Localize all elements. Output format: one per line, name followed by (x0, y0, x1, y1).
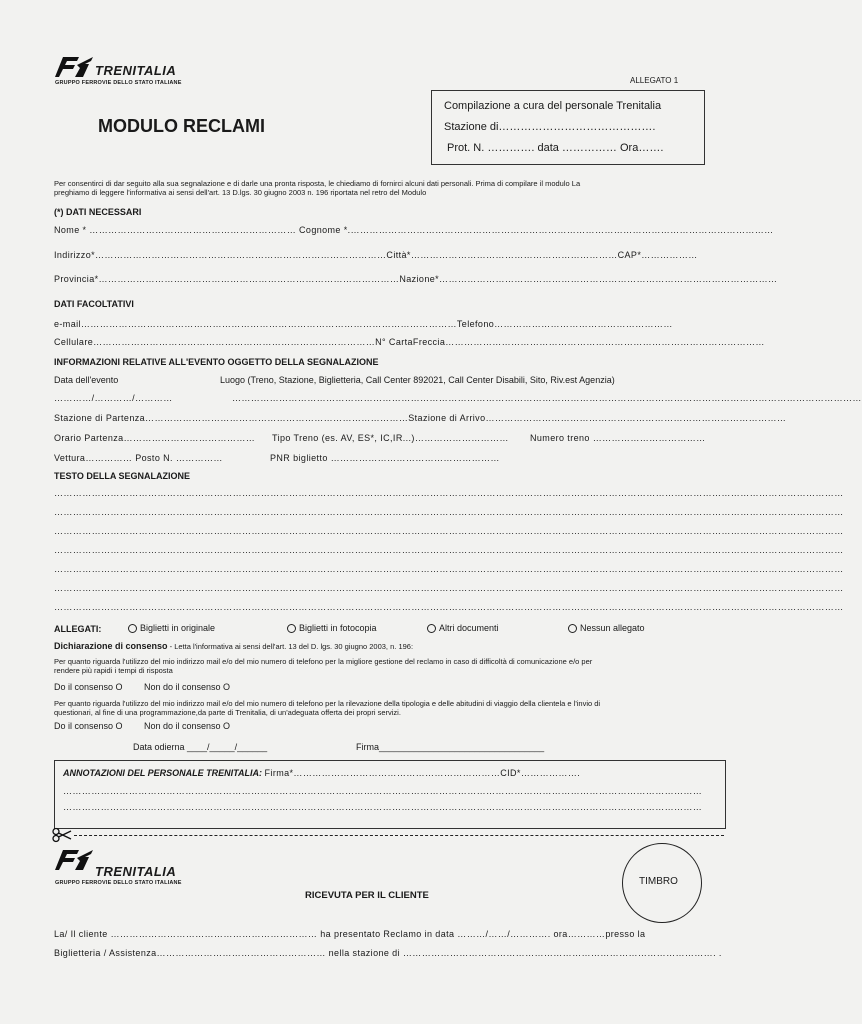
mobile-cartafreccia-field[interactable]: Cellulare………………………………………………………………………………N° CartaFreccia………………………………………………………………………………………… (54, 337, 765, 347)
event-place-field[interactable]: ………………………………………………………………………………………………………………………………………………………………………………… (232, 393, 862, 403)
staff-notes-box (54, 760, 726, 829)
required-data-heading: (*) DATI NECESSARI (54, 207, 142, 217)
train-type-field[interactable]: Tipo Treno (es. AV, ES*, IC,IR...)………………………… (272, 433, 509, 443)
complaint-line[interactable]: ……………………………………………………………………………………………………………………………………………………………………………………………………………………………… (54, 545, 844, 555)
event-date-label: Data dell'evento (54, 375, 119, 385)
consent-heading: Dichiarazione di consenso (54, 641, 168, 651)
stations-field[interactable]: Stazione di Partenza…………………………………………………………………………Stazione di Arrivo…………………………………………………………………………………… (54, 413, 787, 423)
radio-circle-icon[interactable] (287, 624, 296, 633)
attachment-option-label: Biglietti in fotocopia (299, 623, 377, 633)
page-title: MODULO RECLAMI (98, 116, 265, 136)
staff-box-protocol[interactable]: Prot. N. …………. data …………… Ora……. (447, 142, 664, 154)
stamp-label: TIMBRO (639, 876, 678, 887)
complaint-line[interactable]: ……………………………………………………………………………………………………………………………………………………………………………………………………………………………… (54, 488, 844, 498)
event-place-label: Luogo (Treno, Stazione, Biglietteria, Call Center 892021, Call Center Disabili, Sito, Riv.est Agenzia) (220, 375, 615, 385)
attachment-option-copy[interactable] (287, 623, 377, 633)
brand-name: TRENITALIA (95, 63, 177, 78)
staff-compilation-box (431, 90, 705, 165)
complaint-line[interactable]: ……………………………………………………………………………………………………………………………………………………………………………………………………………………………… (54, 583, 844, 593)
consent-heading-row (54, 641, 413, 651)
staff-notes-heading: ANNOTAZIONI DEL PERSONALE TRENITALIA: (63, 768, 262, 778)
radio-circle-icon[interactable] (568, 624, 577, 633)
attachment-option-original[interactable] (128, 623, 215, 633)
intro-text-line1: Per consentirci di dar seguito alla sua segnalazione e di darle una pronta risposta, le chiediamo di fornirci alcuni dati personali. Prima di compilare il modulo La (54, 179, 581, 188)
allegato-label: ALLEGATO 1 (630, 76, 679, 85)
complaint-line[interactable]: ……………………………………………………………………………………………………………………………………………………………………………………………………………………………… (54, 507, 844, 517)
attachments-label: ALLEGATI: (54, 624, 102, 634)
train-number-field[interactable]: Numero treno ……………………………… (530, 433, 706, 443)
consent2-deny[interactable]: Non do il consenso O (144, 721, 231, 731)
address-city-cap-field[interactable]: Indirizzo*…………………………………………………………………………………Città*…………………………………………………………CAP*……………… (54, 250, 698, 260)
complaint-line[interactable]: ……………………………………………………………………………………………………………………………………………………………………………………………………………………………… (54, 564, 844, 574)
complaint-text-heading: TESTO DELLA SEGNALAZIONE (54, 471, 191, 481)
optional-data-heading: DATI FACOLTATIVI (54, 299, 134, 309)
signature-field[interactable]: Firma_________________________________ (356, 742, 545, 752)
staff-notes-firma-cid[interactable]: Firma*…………………………………………………………CID*………………. (264, 768, 581, 778)
attachment-option-none[interactable] (568, 623, 645, 633)
complaint-line[interactable]: ……………………………………………………………………………………………………………………………………………………………………………………………………………………………… (54, 602, 844, 612)
intro-text-line2: preghiamo di leggere l'informativa ai sensi dell'art. 13 D.lgs. 30 giugno 2003 n. 196 riportata nel retro del Modulo (54, 188, 427, 197)
consent1-deny[interactable]: Non do il consenso O (144, 682, 231, 692)
radio-circle-icon[interactable] (427, 624, 436, 633)
stamp-circle (622, 843, 702, 923)
consent-heading-note: - Letta l'informativa ai sensi dell'art. 13 del D. lgs. 30 giugno 2003, n. 196: (167, 642, 414, 651)
staff-box-station[interactable]: Stazione di……………………………………. (444, 121, 656, 133)
departure-time-field[interactable]: Orario Partenza…………………………………… (54, 433, 256, 443)
staff-notes-header (63, 768, 580, 778)
receipt-client-row[interactable]: La/ Il cliente ………………………………………………………… ha presentato Reclamo in data ………/……/…………. ora…………presso la (54, 929, 646, 939)
name-surname-field[interactable]: Nome * ………………………………………………………… Cognome *.……………………………………………………………………………………………………………………… (54, 225, 774, 235)
fs-logo-icon (55, 55, 95, 79)
group-name: GRUPPO FERROVIE DELLO STATO ITALIANE (55, 80, 182, 86)
car-seat-field[interactable]: Vettura…………… Posto N. …………… (54, 453, 223, 463)
radio-circle-icon[interactable] (128, 624, 137, 633)
staff-notes-line[interactable]: …………………………………………………………………………………………………………………………………………………………………………………… (63, 802, 703, 812)
province-nation-field[interactable]: Provincia*……………………………………………………………………………………Nazione*……………………………………………………………………………………………… (54, 274, 778, 284)
fs-logo-icon (55, 848, 95, 872)
consent1-give[interactable]: Do il consenso O (54, 682, 123, 692)
pnr-field[interactable]: PNR biglietto ……………………………………………… (270, 453, 500, 463)
attachment-option-other[interactable] (427, 623, 499, 633)
today-date-field[interactable]: Data odierna ____/_____/______ (133, 742, 268, 752)
consent-p1-line1: Per quanto riguarda l'utilizzo del mio indirizzo mail e/o del mio numero di telefono per la migliore gestione del reclamo in caso di difficoltà di comunicazione e/o per (54, 657, 593, 666)
group-name: GRUPPO FERROVIE DELLO STATO ITALIANE (55, 880, 182, 886)
brand-name: TRENITALIA (95, 864, 177, 879)
consent-p2-line1: Per quanto riguarda l'utilizzo del mio indirizzo mail e/o del mio numero di telefono per la rilevazione della tipologia e delle abitudini di viaggio della clientela e l'invio di (54, 699, 601, 708)
event-info-heading: INFORMAZIONI RELATIVE ALL'EVENTO OGGETTO DELLA SEGNALAZIONE (54, 357, 379, 367)
scissors-icon (52, 828, 72, 842)
consent-p2-line2: questionari, al fine di una programmazione,da parte di Trenitalia, di un'adeguata offerta dei propri servizi. (54, 708, 401, 717)
consent-p1-line2: rendere più rapidi i tempi di risposta (54, 666, 173, 675)
email-phone-field[interactable]: e-mail…………………………………………………………………………………………………………Telefono………………………………………………… (54, 319, 673, 329)
cut-line (74, 835, 724, 836)
attachment-option-label: Nessun allegato (580, 623, 645, 633)
staff-box-title: Compilazione a cura del personale Trenitalia (444, 100, 662, 112)
event-date-field[interactable]: …………/…………/………… (54, 393, 173, 403)
attachment-option-label: Altri documenti (439, 623, 499, 633)
staff-notes-line[interactable]: …………………………………………………………………………………………………………………………………………………………………………………… (63, 786, 703, 796)
complaint-line[interactable]: ……………………………………………………………………………………………………………………………………………………………………………………………………………………………… (54, 526, 844, 536)
consent2-give[interactable]: Do il consenso O (54, 721, 123, 731)
receipt-office-row[interactable]: Biglietteria / Assistenza……………………………………………… nella stazione di ………………………………………………………………………………………. . (54, 948, 722, 958)
receipt-title: RICEVUTA PER IL CLIENTE (305, 890, 429, 901)
attachment-option-label: Biglietti in originale (140, 623, 216, 633)
